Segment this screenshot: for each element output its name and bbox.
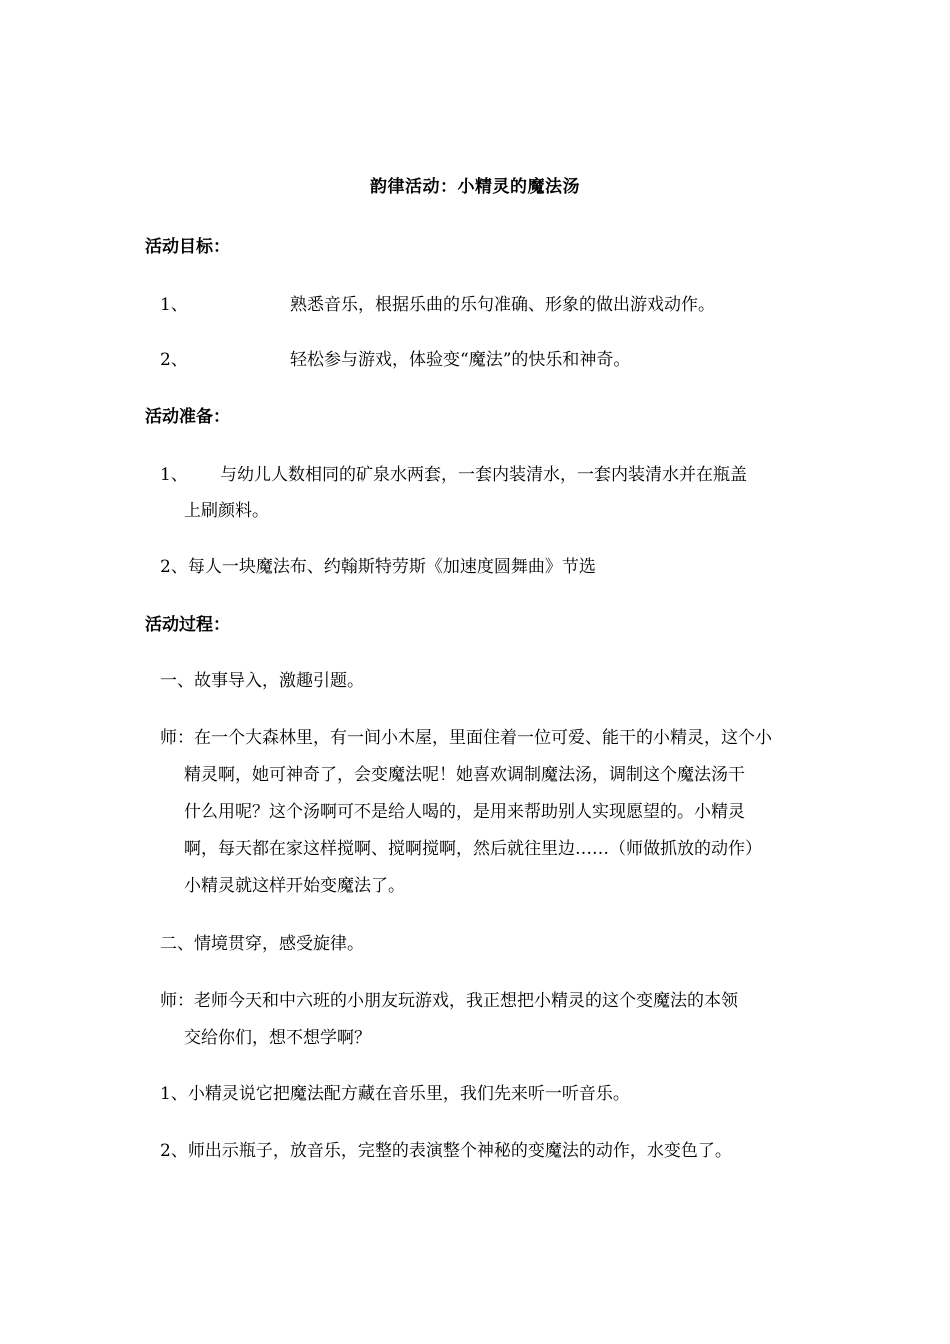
teacher-2-line1: 师：老师今天和中六班的小朋友玩游戏，我正想把小精灵的这个变魔法的本领 [160, 991, 738, 1011]
prep-heading: 活动准备： [145, 407, 230, 427]
section-2-title: 二、情境贯穿，感受旋律。 [160, 934, 364, 954]
teacher-1-line4: 啊，每天都在家这样搅啊、搅啊搅啊，然后就往里边……（师做抓放的动作） [184, 839, 762, 859]
section-1-title: 一、故事导入，激趣引题。 [160, 671, 364, 691]
teacher-1-line5: 小精灵就这样开始变魔法了。 [184, 876, 405, 896]
prep-1-line1: 与幼儿人数相同的矿泉水两套，一套内装清水，一套内装清水并在瓶盖 [220, 465, 747, 485]
prep-1-number: 1、 [160, 465, 188, 485]
goals-heading: 活动目标： [145, 237, 230, 257]
step-2-text: 2、师出示瓶子，放音乐，完整的表演整个神秘的变魔法的动作，水变色了。 [160, 1141, 732, 1161]
prep-2-text: 2、每人一块魔法布、约翰斯特劳斯《加速度圆舞曲》节选 [160, 557, 596, 577]
goal-1-text: 熟悉音乐，根据乐曲的乐句准确、形象的做出游戏动作。 [290, 295, 715, 315]
teacher-1-line3: 什么用呢？这个汤啊可不是给人喝的，是用来帮助别人实现愿望的。小精灵 [184, 802, 745, 822]
goal-2-number: 2、 [160, 350, 188, 370]
step-1-text: 1、小精灵说它把魔法配方藏在音乐里，我们先来听一听音乐。 [160, 1084, 630, 1104]
teacher-1-line1: 师：在一个大森林里，有一间小木屋，里面住着一位可爱、能干的小精灵，这个小 [160, 728, 772, 748]
prep-1-line2: 上刷颜料。 [184, 501, 269, 521]
page-title: 韵律活动：小精灵的魔法汤 [370, 177, 580, 197]
goal-2-text: 轻松参与游戏，体验变“魔法”的快乐和神奇。 [290, 350, 631, 370]
teacher-2-line2: 交给你们，想不想学啊？ [184, 1028, 371, 1048]
teacher-1-line2: 精灵啊，她可神奇了，会变魔法呢！她喜欢调制魔法汤，调制这个魔法汤干 [184, 765, 745, 785]
process-heading: 活动过程： [145, 615, 230, 635]
goal-1-number: 1、 [160, 295, 188, 315]
